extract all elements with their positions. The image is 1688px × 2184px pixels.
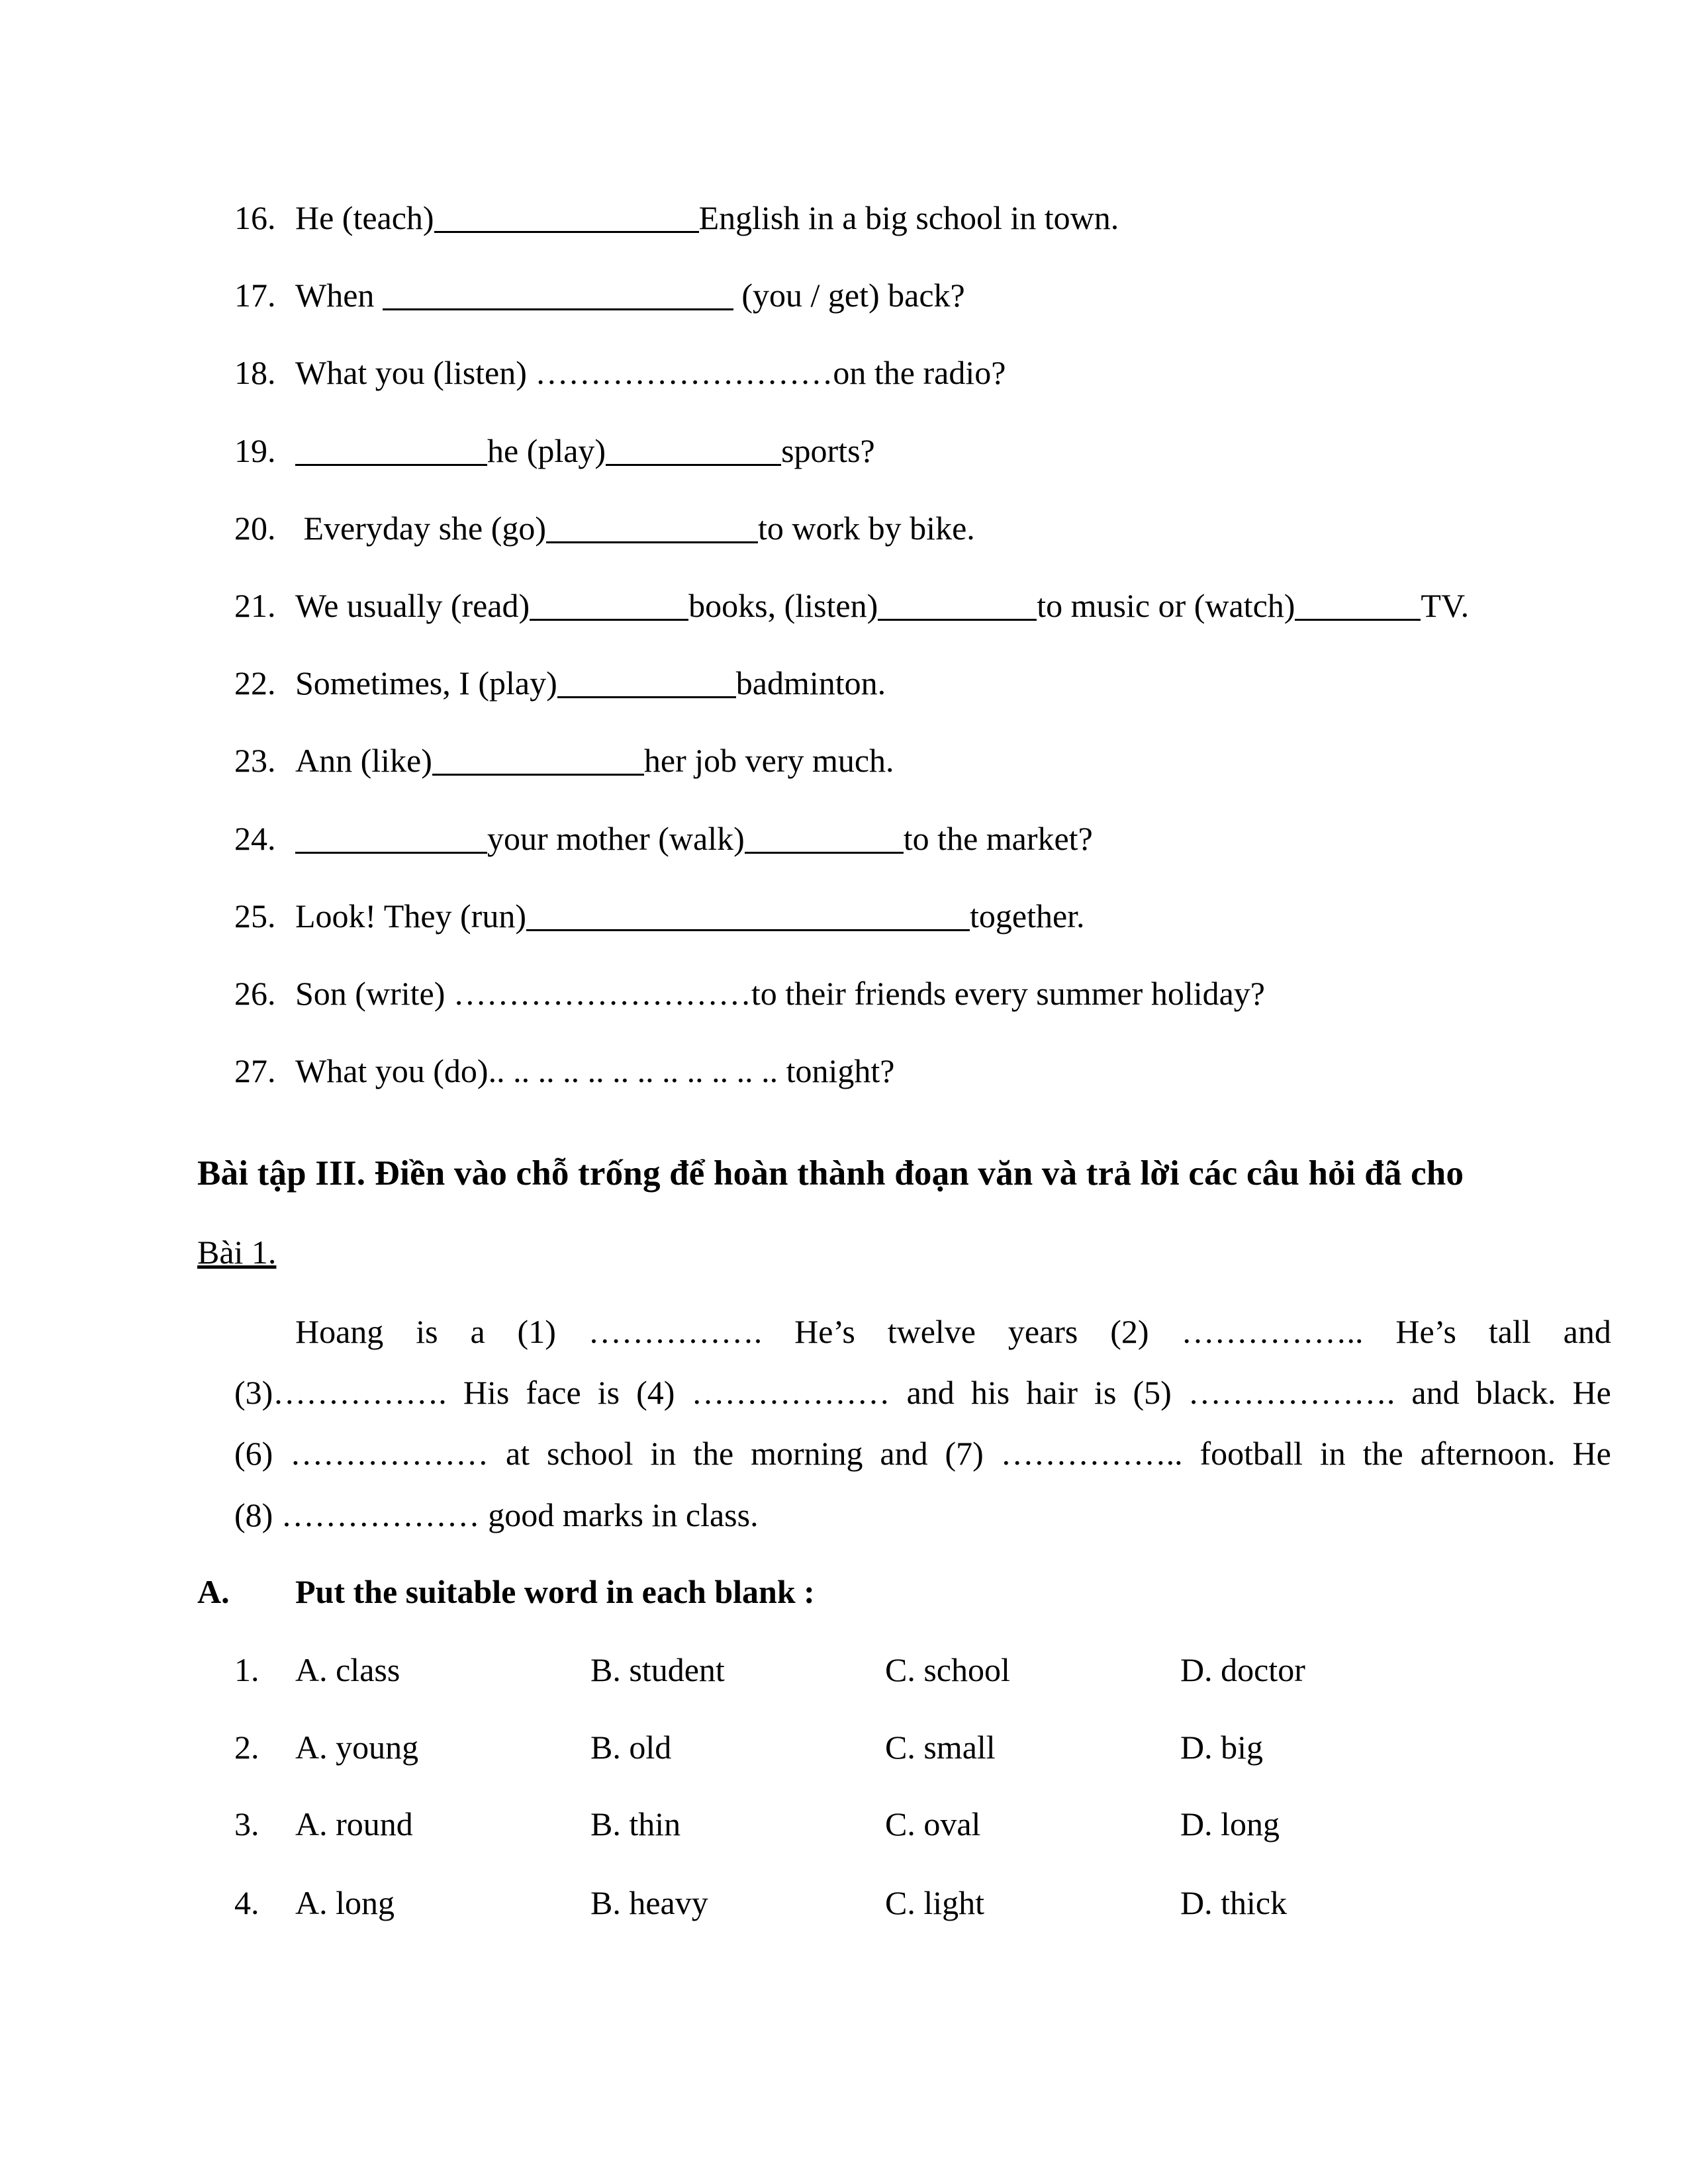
- exercise-number: 26.: [234, 975, 276, 1012]
- option-a[interactable]: A. round: [295, 1805, 413, 1843]
- exercise-number: 23.: [234, 742, 276, 780]
- option-d[interactable]: D. big: [1180, 1729, 1263, 1766]
- answer-blank[interactable]: [606, 435, 781, 466]
- sentence-fragment: English in a big school in town.: [698, 199, 1119, 236]
- paragraph-word: ……………..: [1000, 1435, 1183, 1472]
- exercise-number: 21.: [234, 587, 276, 624]
- answer-blank[interactable]: [432, 745, 644, 776]
- paragraph-word: He: [1572, 1374, 1611, 1411]
- answer-blank[interactable]: [557, 667, 736, 698]
- sentence-fragment: sports?: [781, 432, 875, 469]
- answer-blank[interactable]: [745, 823, 904, 854]
- paragraph-word: is: [597, 1374, 620, 1411]
- paragraph-word: the: [693, 1435, 734, 1472]
- paragraph-word: and: [880, 1435, 928, 1472]
- option-d[interactable]: D. long: [1180, 1805, 1280, 1843]
- sentence-fragment: books, (listen): [688, 587, 878, 624]
- question-row: [234, 1650, 1624, 1690]
- exercise-sentence: [295, 896, 1085, 936]
- paragraph-word: (8) ……………… good marks in class.: [234, 1496, 759, 1533]
- option-c[interactable]: C. school: [885, 1651, 1010, 1688]
- section-heading: Bài tập III. Điền vào chỗ trống để hoàn thành đoạn văn và trả lời các câu hỏi đã cho: [197, 1154, 1464, 1193]
- sentence-fragment: What you (do).. .. .. .. .. .. .. .. .. .. .. .. tonight?: [295, 1052, 895, 1090]
- paragraph-word: a: [470, 1313, 485, 1350]
- paragraph-word: ………………: [691, 1374, 890, 1411]
- sentence-fragment: badminton.: [735, 664, 886, 702]
- paragraph-word: twelve: [887, 1313, 976, 1350]
- exercise-number: 17.: [234, 277, 276, 314]
- sentence-fragment: When: [295, 277, 383, 314]
- exercise-number: 25.: [234, 897, 276, 934]
- exercise-subheading: Bài 1.: [197, 1234, 277, 1271]
- answer-blank[interactable]: [1295, 590, 1421, 621]
- exercise-sentence: [295, 819, 1093, 858]
- answer-blank[interactable]: [434, 202, 699, 233]
- option-d[interactable]: D. doctor: [1180, 1651, 1305, 1688]
- exercise-sentence: [295, 198, 1119, 238]
- exercise-sentence: [295, 663, 886, 703]
- answer-blank[interactable]: [546, 512, 758, 543]
- question-number: 3.: [234, 1805, 259, 1843]
- sentence-fragment: We usually (read): [295, 587, 530, 624]
- question-row: [234, 1804, 1624, 1844]
- option-c[interactable]: C. small: [885, 1729, 996, 1766]
- sentence-fragment: (you / get) back?: [733, 277, 965, 314]
- paragraph-word: is: [416, 1313, 438, 1350]
- paragraph-word: morning: [751, 1435, 863, 1472]
- paragraph-word: …………….: [588, 1313, 763, 1350]
- paragraph-word: and: [906, 1374, 955, 1411]
- exercise-number: 20.: [234, 509, 276, 547]
- option-a[interactable]: A. long: [295, 1884, 395, 1921]
- question-number: 1.: [234, 1651, 259, 1688]
- exercise-number: 16.: [234, 199, 276, 236]
- answer-blank[interactable]: [295, 435, 487, 466]
- option-c[interactable]: C. light: [885, 1884, 985, 1921]
- paragraph-word: in: [1319, 1435, 1346, 1472]
- part-a-label: A.: [197, 1573, 230, 1610]
- paragraph-word: He’s: [1395, 1313, 1456, 1350]
- paragraph-word: tall: [1488, 1313, 1531, 1350]
- option-d[interactable]: D. thick: [1180, 1884, 1288, 1921]
- option-c[interactable]: C. oval: [885, 1805, 981, 1843]
- paragraph-word: (4): [636, 1374, 675, 1411]
- paragraph-word: face: [526, 1374, 581, 1411]
- paragraph-word: His: [463, 1374, 510, 1411]
- paragraph-word: hair: [1026, 1374, 1078, 1411]
- paragraph-word: He: [1572, 1435, 1611, 1472]
- paragraph-word: and: [1563, 1313, 1611, 1350]
- exercise-sentence: [295, 353, 1006, 392]
- paragraph-line: [234, 1433, 1611, 1473]
- sentence-fragment: your mother (walk): [487, 819, 745, 857]
- paragraph-word: and: [1411, 1374, 1460, 1411]
- exercise-number: 19.: [234, 432, 276, 469]
- sentence-fragment: TV.: [1421, 587, 1470, 624]
- exercise-sentence: [295, 508, 975, 548]
- paragraph-word: ……………….: [1188, 1374, 1395, 1411]
- sentence-fragment: to the market?: [903, 819, 1093, 857]
- sentence-fragment: Sometimes, I (play): [295, 664, 557, 702]
- paragraph-word: black.: [1476, 1374, 1556, 1411]
- sentence-fragment: he (play): [487, 432, 606, 469]
- paragraph-word: school: [546, 1435, 633, 1472]
- answer-blank[interactable]: [295, 823, 487, 854]
- answer-blank[interactable]: [526, 900, 970, 931]
- sentence-fragment: Everyday she (go): [295, 509, 547, 547]
- option-b[interactable]: B. thin: [590, 1805, 681, 1843]
- answer-blank[interactable]: [530, 590, 688, 621]
- paragraph-word: the: [1362, 1435, 1403, 1472]
- paragraph-word: football: [1199, 1435, 1303, 1472]
- sentence-fragment: together.: [969, 897, 1085, 934]
- exercise-sentence: [295, 275, 965, 315]
- question-number: 2.: [234, 1729, 259, 1766]
- sentence-fragment: Ann (like): [295, 742, 432, 780]
- option-a[interactable]: A. class: [295, 1651, 400, 1688]
- exercise-sentence: [295, 741, 894, 780]
- exercise-number: 24.: [234, 819, 276, 857]
- option-b[interactable]: B. student: [590, 1651, 725, 1688]
- sentence-fragment: Look! They (run): [295, 897, 526, 934]
- paragraph-word: Hoang: [295, 1313, 384, 1350]
- paragraph-line: [234, 1495, 1611, 1535]
- option-b[interactable]: B. old: [590, 1729, 672, 1766]
- option-a[interactable]: A. young: [295, 1729, 419, 1766]
- paragraph-word: his: [970, 1374, 1010, 1411]
- sentence-fragment: to music or (watch): [1037, 587, 1295, 624]
- paragraph-word: years: [1008, 1313, 1078, 1350]
- exercise-sentence: [295, 1051, 894, 1091]
- paragraph-word: He’s: [794, 1313, 855, 1350]
- exercise-number: 27.: [234, 1052, 276, 1090]
- sentence-fragment: Son (write) ………………………to their friends every summer holiday?: [295, 975, 1265, 1012]
- paragraph-word: is: [1094, 1374, 1117, 1411]
- exercise-sentence: [295, 431, 875, 471]
- paragraph-word: (1): [517, 1313, 556, 1350]
- paragraph-word: in: [650, 1435, 677, 1472]
- sentence-fragment: to work by bike.: [758, 509, 975, 547]
- paragraph-word: (5): [1133, 1374, 1172, 1411]
- answer-blank[interactable]: [383, 279, 733, 310]
- paragraph-word: (2): [1110, 1313, 1149, 1350]
- question-number: 4.: [234, 1884, 259, 1921]
- exercise-sentence: [295, 586, 1469, 625]
- exercise-sentence: [295, 974, 1265, 1013]
- paragraph-line: [295, 1312, 1611, 1351]
- question-row: [234, 1727, 1624, 1767]
- sentence-fragment: What you (listen) ………………………on the radio?: [295, 354, 1006, 392]
- paragraph-line: [234, 1373, 1611, 1412]
- answer-blank[interactable]: [878, 590, 1037, 621]
- part-a-instruction: Put the suitable word in each blank :: [295, 1573, 815, 1610]
- paragraph-word: ………………: [290, 1435, 489, 1472]
- question-row: [234, 1883, 1624, 1923]
- option-b[interactable]: B. heavy: [590, 1884, 708, 1921]
- sentence-fragment: her job very much.: [643, 742, 894, 780]
- paragraph-word: (3)…………….: [234, 1374, 447, 1411]
- paragraph-word: at: [506, 1435, 530, 1472]
- exercise-number: 18.: [234, 354, 276, 392]
- exercise-number: 22.: [234, 664, 276, 702]
- paragraph-word: ……………..: [1181, 1313, 1364, 1350]
- paragraph-word: (7): [945, 1435, 984, 1472]
- sentence-fragment: He (teach): [295, 199, 434, 236]
- paragraph-word: (6): [234, 1435, 273, 1472]
- paragraph-word: afternoon.: [1420, 1435, 1556, 1472]
